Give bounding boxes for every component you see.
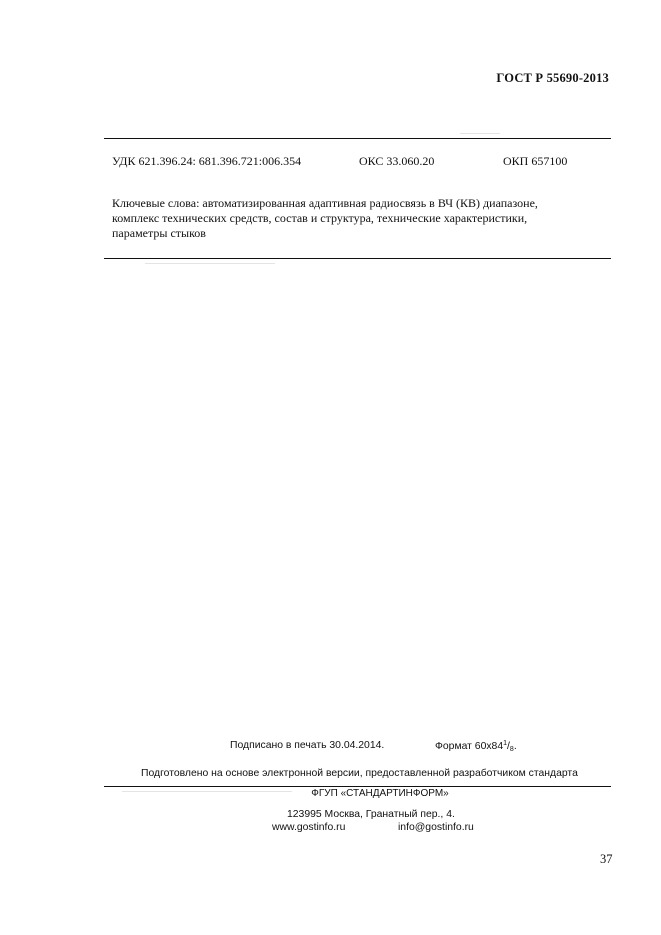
oks-code: ОКС 33.060.20 [359, 154, 435, 168]
prepared-note: Подготовлено на основе электронной версии, предоставленной разработчиком стандарта [141, 768, 578, 779]
format-slash: / [507, 741, 510, 752]
keywords-line: комплекс технических средств, состав и структура, технические характеристики, [112, 211, 528, 225]
email-link[interactable]: info@gostinfo.ru [398, 822, 474, 833]
footer-divider [104, 786, 611, 787]
standard-code: ГОСТ Р 55690-2013 [496, 71, 609, 85]
faint-mark [460, 133, 500, 134]
top-divider [104, 138, 611, 139]
publisher-name: ФГУП «СТАНДАРТИНФОРМ» [311, 788, 449, 799]
website-link[interactable]: www.gostinfo.ru [272, 822, 346, 833]
publisher-address: 123995 Москва, Гранатный пер., 4. [287, 809, 455, 820]
paper-format [435, 740, 517, 753]
page-number: 37 [600, 852, 613, 866]
keywords-line: параметры стыков [112, 226, 206, 240]
format-suffix: . [513, 741, 517, 752]
keywords-block [112, 196, 608, 241]
keywords-line: Ключевые слова: автоматизированная адаптивная радиосвязь в ВЧ (КВ) диапазоне, [112, 196, 538, 210]
bottom-divider [104, 258, 611, 259]
format-denominator: 8 [509, 746, 514, 753]
faint-mark [145, 263, 275, 264]
signed-date: Подписано в печать 30.04.2014. [230, 740, 385, 751]
okp-code: ОКП 657100 [503, 154, 568, 168]
udk-code: УДК 621.396.24: 681.396.721:006.354 [112, 154, 302, 168]
format-numerator: 1 [503, 740, 508, 747]
format-prefix: Формат 60х84 [435, 741, 504, 752]
